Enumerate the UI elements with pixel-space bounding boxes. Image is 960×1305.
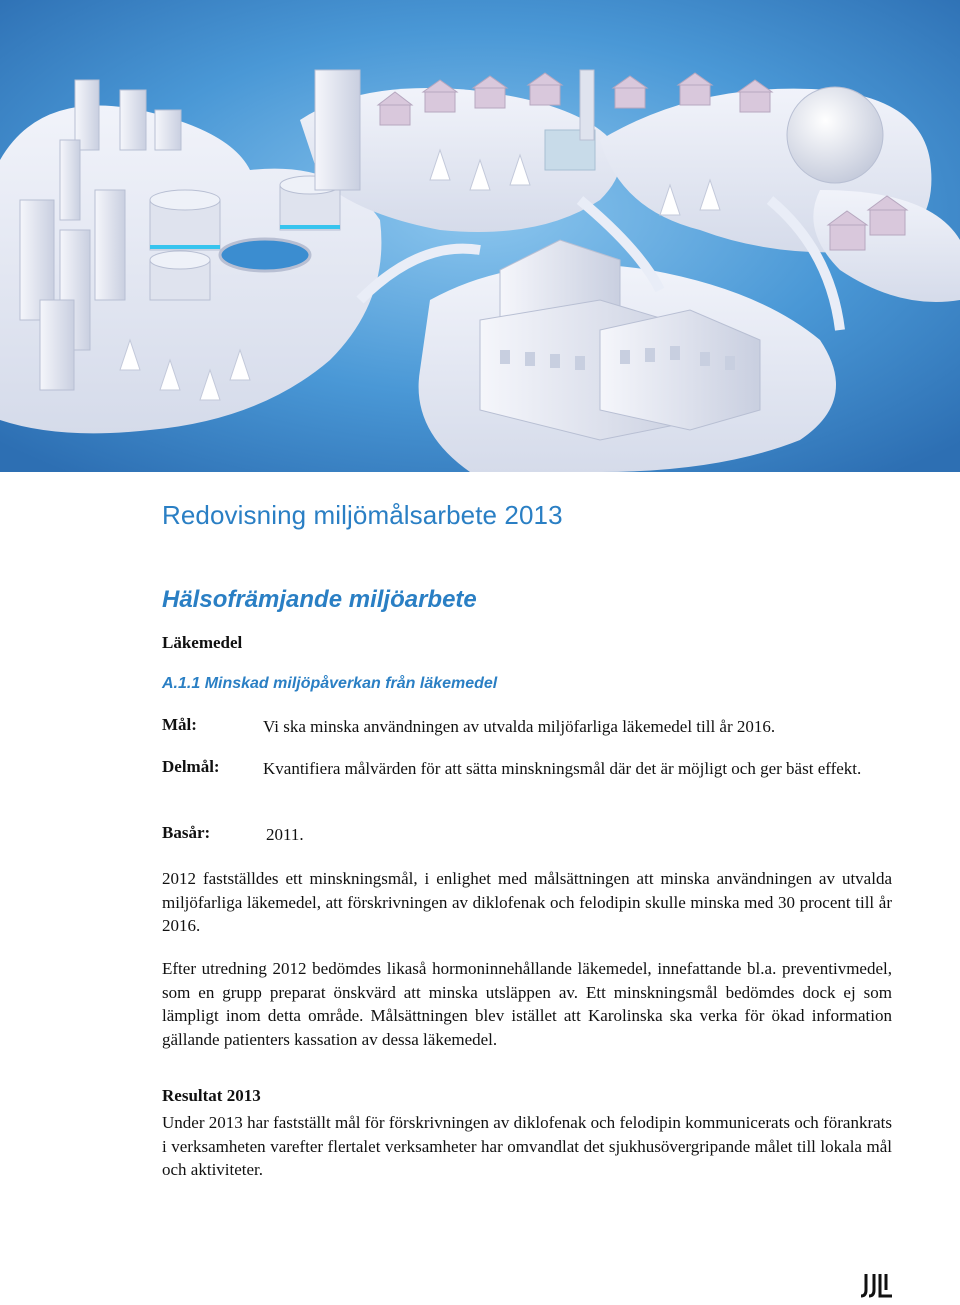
paragraph-hormones: Efter utredning 2012 bedömdes likaså hormoninnehållande läkemedel, innefattande bl.a. preventivmedel, som en grupp preparat önskvärd att minska utsläppen av. Ett minskningsmål bedömdes dock ej som lämpligt inom detta område. Målsättningen blev istället att Karolinska ska verka för ökad information gällande patienters kassation av dessa läkemedel. — [162, 959, 892, 1049]
subgoal-label: Delmål: — [162, 757, 220, 776]
base-year-value: 2011. — [266, 825, 304, 844]
goal-heading: A.1.1 Minskad miljöpåverkan från läkemedel — [162, 675, 498, 692]
subsection-title: Läkemedel — [162, 633, 243, 652]
karolinska-logo-icon — [860, 1272, 894, 1305]
hero-illustration — [0, 0, 960, 472]
result-heading: Resultat 2013 — [162, 1086, 261, 1105]
document-title: Redovisning miljömålsarbete 2013 — [162, 500, 563, 530]
goal-label: Mål: — [162, 715, 197, 734]
paragraph-target: 2012 fastställdes ett minskningsmål, i enlighet med målsättningen att minska användningen av utvalda miljöfarliga läkemedel, att förskrivningen av diklofenak och felodipin skulle minska med 30 procent till år 2016. — [162, 869, 892, 935]
section-title: Hälsofrämjande miljöarbete — [162, 586, 477, 613]
goal-text: Vi ska minska användningen av utvalda miljöfarliga läkemedel till år 2016. — [263, 717, 776, 736]
city-hospital-island-icon — [0, 0, 960, 472]
subgoal-text: Kvantifiera målvärden för att sätta minskningsmål där det är möjligt och ger bäst effekt. — [263, 759, 862, 778]
result-text: Under 2013 har fastställt mål för förskrivningen av diklofenak och felodipin kommunicerats och förankrats i verksamheten varefter flertalet verksamheter har omvandlat det sjukhusövergripande målet till lokala mål och aktiviteter. — [162, 1113, 892, 1179]
base-year-label: Basår: — [162, 823, 211, 842]
